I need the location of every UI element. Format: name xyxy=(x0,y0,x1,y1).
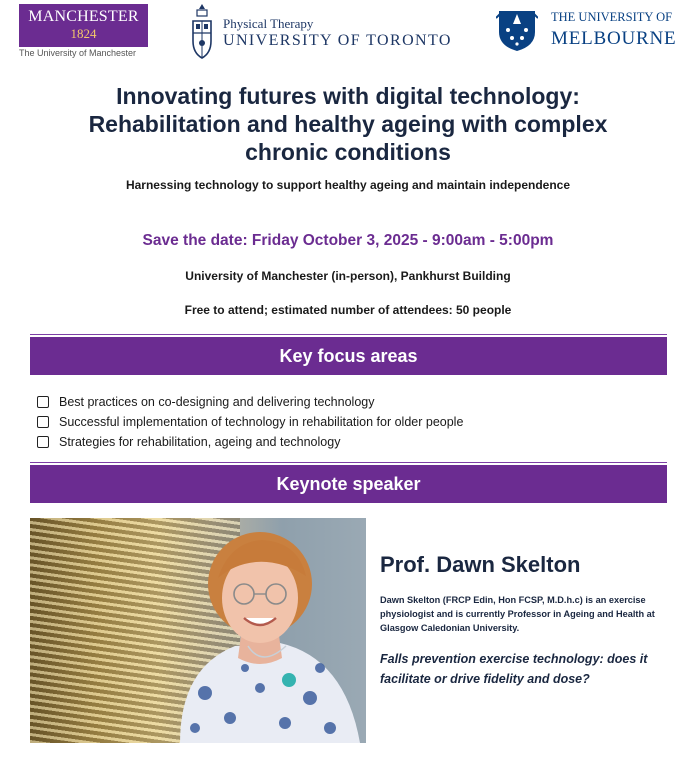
speaker-name: Prof. Dawn Skelton xyxy=(380,552,581,577)
list-item xyxy=(37,392,657,412)
manchester-logo-wordmark: MANCHESTER xyxy=(28,8,139,25)
manchester-logo-subtitle: The University of Manchester xyxy=(19,48,137,58)
speaker-bio: Dawn Skelton (FRCP Edin, Hon FCSP, M.D.h.c) is an exercise physiologist and is currently Professor in Ageing and Health at Glasgow Caledonian University. xyxy=(380,595,655,633)
speaker-photo xyxy=(30,518,366,743)
focus-heading: Key focus areas xyxy=(30,337,667,375)
list-item xyxy=(37,432,657,452)
talk-title: Falls prevention exercise technology: does it facilitate or drive fidelity and dose? xyxy=(380,652,648,686)
event-title xyxy=(30,82,666,166)
focus-list xyxy=(37,392,657,452)
checkbox-icon xyxy=(37,436,49,448)
save-the-date: Save the date: Friday October 3, 2025 - 9:00am - 5:00pm xyxy=(142,232,554,249)
event-title-line-2: Rehabilitation and healthy ageing with complex xyxy=(88,111,608,137)
logo-bar xyxy=(0,0,696,70)
list-item-label: Best practices on co-designing and delivering technology xyxy=(59,395,375,409)
list-item-label: Successful implementation of technology in rehabilitation for older people xyxy=(59,415,464,429)
event-title-line-3: chronic conditions xyxy=(245,139,451,165)
toronto-wordmark: UNIVERSITY OF TORONTO xyxy=(223,32,452,49)
melbourne-wordmark-line2: MELBOURNE xyxy=(551,28,677,49)
manchester-logo xyxy=(19,4,148,47)
melbourne-crest-icon xyxy=(496,8,538,52)
melbourne-logo xyxy=(496,8,681,56)
keynote-heading: Keynote speaker xyxy=(30,465,667,503)
toronto-department: Physical Therapy xyxy=(223,16,314,31)
checkbox-icon xyxy=(37,396,49,408)
toronto-logo xyxy=(191,2,451,62)
event-attendance: Free to attend; estimated number of attendees: 50 people xyxy=(184,303,512,317)
list-item-label: Strategies for rehabilitation, ageing and technology xyxy=(59,435,341,449)
event-title-line-1: Innovating futures with digital technology: xyxy=(116,83,580,109)
event-venue: University of Manchester (in-person), Pankhurst Building xyxy=(185,269,511,283)
divider xyxy=(30,462,667,463)
manchester-logo-year: 1824 xyxy=(70,26,97,41)
melbourne-wordmark-line1: THE UNIVERSITY OF xyxy=(551,10,673,24)
divider xyxy=(30,334,667,335)
event-subtitle: Harnessing technology to support healthy ageing and maintain independence xyxy=(125,178,571,192)
toronto-crest-icon xyxy=(191,3,213,59)
speaker-portrait xyxy=(30,518,366,743)
checkbox-icon xyxy=(37,416,49,428)
list-item xyxy=(37,412,657,432)
